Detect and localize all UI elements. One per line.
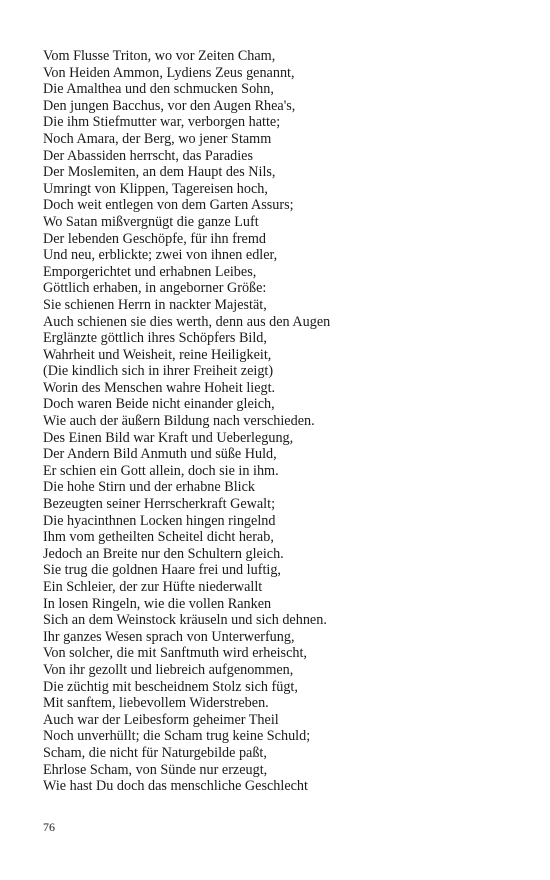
poem-line: Umringt von Klippen, Tagereisen hoch,	[43, 180, 268, 197]
poem-line: Vom Flusse Triton, wo vor Zeiten Cham,	[43, 48, 276, 64]
poem-line: Jedoch an Breite nur den Schultern gleich.	[43, 545, 284, 562]
poem-line: Sie trug die goldnen Haare frei und luftig,	[43, 562, 281, 579]
poem-line: Worin des Menschen wahre Hoheit liegt.	[43, 379, 276, 396]
poem-line: Die hyacinthnen Locken hingen ringelnd	[43, 512, 276, 529]
poem-line: Die ihm Stiefmutter war, verborgen hatte;	[43, 114, 281, 131]
poem-line: Die hohe Stirn und der erhabne Blick	[43, 479, 255, 496]
poem-line: Er schien ein Gott allein, doch sie in ihm.	[43, 462, 279, 479]
poem-line: Auch schienen sie dies werth, denn aus den Augen	[43, 313, 331, 330]
poem-line: Sich an dem Weinstock kräuseln und sich dehnen.	[43, 612, 327, 629]
poem-line: Göttlich erhaben, in angeborner Größe:	[43, 280, 267, 297]
poem-line: Auch war der Leibesform geheimer Theil	[43, 711, 279, 728]
poem-line: Und neu, erblickte; zwei von ihnen edler,	[43, 247, 278, 264]
poem-line: Der Moslemiten, an dem Haupt des Nils,	[43, 164, 276, 181]
poem-line: Doch waren Beide nicht einander gleich,	[43, 396, 275, 413]
poem-line: Wo Satan mißvergnügt die ganze Luft	[43, 213, 259, 230]
poem-line: In losen Ringeln, wie die vollen Ranken	[43, 595, 272, 612]
poem-line: Des Einen Bild war Kraft und Ueberlegung,	[43, 429, 294, 446]
poem-line: Die züchtig mit bescheidnem Stolz sich fügt,	[43, 678, 298, 695]
poem-line: (Die kindlich sich in ihrer Freiheit zeigt)	[43, 363, 274, 380]
poem-line: Von solcher, die mit Sanftmuth wird erheischt,	[43, 645, 307, 662]
poem-line: Emporgerichtet und erhabnen Leibes,	[43, 263, 257, 280]
poem-line: Sie schienen Herrn in nackter Majestät,	[43, 296, 267, 313]
poem-line: Der Andern Bild Anmuth und süße Huld,	[43, 446, 277, 463]
page-number: 76	[43, 820, 55, 834]
poem-line: Die Amalthea und den schmucken Sohn,	[43, 81, 274, 98]
poem-line: Erglänzte göttlich ihres Schöpfers Bild,	[43, 330, 267, 347]
poem-line: Scham, die nicht für Naturgebilde paßt,	[43, 744, 267, 761]
poem-line: Den jungen Bacchus, vor den Augen Rhea's,	[43, 97, 296, 114]
poem-line: Von ihr gezollt und liebreich aufgenommen,	[43, 661, 294, 678]
poem-line: Mit sanftem, liebevollem Widerstreben.	[43, 695, 269, 712]
poem-line: Ein Schleier, der zur Hüfte niederwallt	[43, 579, 263, 595]
poem-line: Der lebenden Geschöpfe, für ihn fremd	[43, 230, 266, 247]
poem-line: Ehrlose Scham, von Sünde nur erzeugt,	[43, 761, 268, 778]
poem-line: Wahrheit und Weisheit, reine Heiligkeit,	[43, 346, 272, 363]
poem-line: Ihr ganzes Wesen sprach von Unterwerfung,	[43, 628, 295, 645]
poem-text	[43, 48, 523, 795]
poem-line: Ihm vom getheilten Scheitel dicht herab,	[43, 529, 274, 546]
poem-line: Von Heiden Ammon, Lydiens Zeus genannt,	[43, 64, 295, 81]
poem-line: Der Abassiden herrscht, das Paradies	[43, 147, 253, 164]
poem-line: Bezeugten seiner Herrscherkraft Gewalt;	[43, 496, 276, 513]
poem-line: Noch Amara, der Berg, wo jener Stamm	[43, 130, 272, 147]
poem-line: Wie hast Du doch das menschliche Geschlecht	[43, 778, 308, 795]
poem-line: Noch unverhüllt; die Scham trug keine Schuld;	[43, 728, 311, 745]
poem-line: Wie auch der äußern Bildung nach verschieden.	[43, 413, 315, 430]
poem-line: Doch weit entlegen von dem Garten Assurs;	[43, 197, 294, 214]
